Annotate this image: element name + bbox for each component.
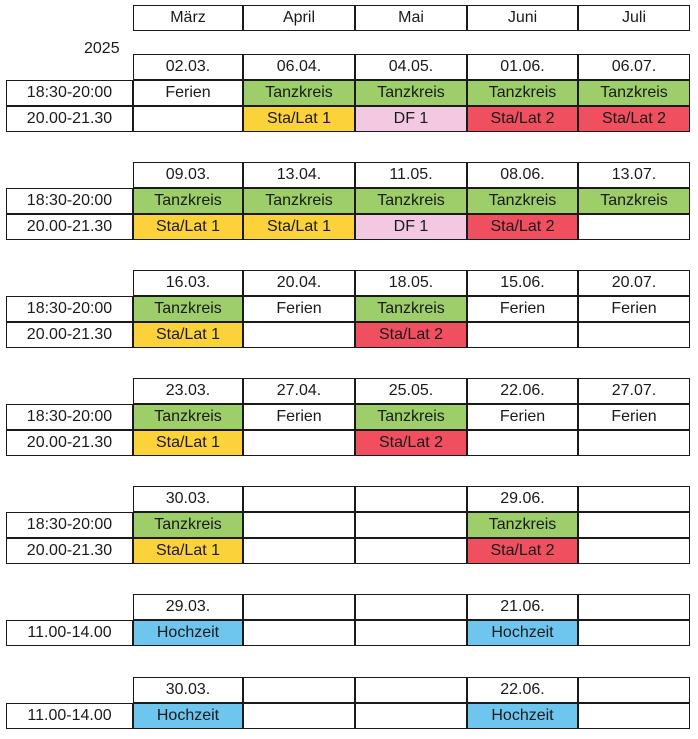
date-cell (355, 594, 467, 620)
month-header-4: Juni (467, 5, 578, 31)
activity-cell: Tanzkreis (133, 188, 243, 214)
activity-cell: Tanzkreis (467, 188, 578, 214)
month-header-3: Mai (355, 5, 467, 31)
activity-cell: Tanzkreis (578, 188, 690, 214)
date-cell: 22.06. (467, 378, 578, 404)
activity-cell: DF 1 (355, 214, 467, 240)
activity-cell: Sta/Lat 1 (133, 430, 243, 456)
activity-cell: Ferien (578, 296, 690, 322)
empty-cell (243, 538, 355, 564)
date-cell: 30.03. (133, 486, 243, 512)
date-cell (243, 486, 355, 512)
activity-cell: Hochzeit (467, 703, 578, 729)
time-slot-label: 20.00-21.30 (6, 538, 133, 564)
time-slot-label: 11.00-14.00 (6, 703, 133, 729)
activity-cell: Ferien (243, 404, 355, 430)
date-cell: 13.07. (578, 162, 690, 188)
date-cell (578, 486, 690, 512)
empty-cell (578, 620, 690, 646)
activity-cell: Hochzeit (133, 703, 243, 729)
date-cell (355, 486, 467, 512)
time-slot-label: 20.00-21.30 (6, 430, 133, 456)
empty-cell (578, 538, 690, 564)
date-cell (243, 594, 355, 620)
activity-cell: Sta/Lat 1 (243, 106, 355, 132)
empty-cell (578, 512, 690, 538)
year-label: 2025 (84, 40, 120, 57)
date-cell: 02.03. (133, 54, 243, 80)
empty-cell (467, 430, 578, 456)
activity-cell: Sta/Lat 1 (133, 214, 243, 240)
date-cell: 08.06. (467, 162, 578, 188)
date-cell: 30.03. (133, 677, 243, 703)
date-cell (243, 677, 355, 703)
activity-cell: Tanzkreis (133, 404, 243, 430)
time-slot-label: 18:30-20:00 (6, 188, 133, 214)
activity-cell: Sta/Lat 2 (578, 106, 690, 132)
date-cell: 27.04. (243, 378, 355, 404)
activity-cell: Tanzkreis (467, 512, 578, 538)
activity-cell: Sta/Lat 2 (355, 430, 467, 456)
activity-cell: Tanzkreis (355, 404, 467, 430)
activity-cell: Sta/Lat 1 (133, 538, 243, 564)
empty-cell (243, 322, 355, 348)
activity-cell: Tanzkreis (243, 188, 355, 214)
activity-cell: Sta/Lat 2 (467, 106, 578, 132)
date-cell (578, 677, 690, 703)
activity-cell: Ferien (243, 296, 355, 322)
activity-cell: Sta/Lat 1 (133, 322, 243, 348)
activity-cell: Ferien (578, 404, 690, 430)
date-cell: 20.07. (578, 270, 690, 296)
date-cell: 29.03. (133, 594, 243, 620)
activity-cell: Sta/Lat 1 (243, 214, 355, 240)
date-cell: 06.07. (578, 54, 690, 80)
empty-cell (578, 214, 690, 240)
empty-cell (355, 620, 467, 646)
time-slot-label: 18:30-20:00 (6, 512, 133, 538)
date-cell: 27.07. (578, 378, 690, 404)
date-cell: 29.06. (467, 486, 578, 512)
activity-cell: Sta/Lat 2 (467, 214, 578, 240)
date-cell: 04.05. (355, 54, 467, 80)
date-cell: 13.04. (243, 162, 355, 188)
activity-cell: Tanzkreis (243, 80, 355, 106)
activity-cell: Hochzeit (133, 620, 243, 646)
empty-cell (355, 512, 467, 538)
time-slot-label: 20.00-21.30 (6, 214, 133, 240)
empty-cell (578, 703, 690, 729)
time-slot-label: 20.00-21.30 (6, 106, 133, 132)
date-cell: 22.06. (467, 677, 578, 703)
date-cell: 16.03. (133, 270, 243, 296)
month-header-1: März (133, 5, 243, 31)
date-cell (578, 594, 690, 620)
empty-cell (243, 703, 355, 729)
empty-cell (355, 538, 467, 564)
date-cell: 20.04. (243, 270, 355, 296)
activity-cell: Ferien (467, 296, 578, 322)
activity-cell: Tanzkreis (133, 296, 243, 322)
activity-cell: Tanzkreis (355, 188, 467, 214)
activity-cell: Tanzkreis (467, 80, 578, 106)
empty-cell (243, 512, 355, 538)
empty-cell (578, 322, 690, 348)
empty-cell (243, 620, 355, 646)
activity-cell: Ferien (467, 404, 578, 430)
empty-cell (467, 322, 578, 348)
date-cell: 06.04. (243, 54, 355, 80)
activity-cell: Tanzkreis (578, 80, 690, 106)
empty-cell (243, 430, 355, 456)
date-cell: 09.03. (133, 162, 243, 188)
empty-cell (355, 703, 467, 729)
empty-cell (578, 430, 690, 456)
activity-cell: Tanzkreis (355, 296, 467, 322)
month-header-2: April (243, 5, 355, 31)
date-cell: 11.05. (355, 162, 467, 188)
date-cell: 15.06. (467, 270, 578, 296)
time-slot-label: 18:30-20:00 (6, 404, 133, 430)
date-cell: 23.03. (133, 378, 243, 404)
time-slot-label: 18:30-20:00 (6, 296, 133, 322)
date-cell: 01.06. (467, 54, 578, 80)
date-cell: 21.06. (467, 594, 578, 620)
activity-cell: Hochzeit (467, 620, 578, 646)
activity-cell: Tanzkreis (133, 512, 243, 538)
activity-cell: Sta/Lat 2 (467, 538, 578, 564)
month-header-5: Juli (578, 5, 690, 31)
time-slot-label: 11.00-14.00 (6, 620, 133, 646)
date-cell: 25.05. (355, 378, 467, 404)
activity-cell: Ferien (133, 80, 243, 106)
activity-cell: Tanzkreis (355, 80, 467, 106)
time-slot-label: 18:30-20:00 (6, 80, 133, 106)
empty-cell (133, 106, 243, 132)
date-cell: 18.05. (355, 270, 467, 296)
activity-cell: Sta/Lat 2 (355, 322, 467, 348)
date-cell (355, 677, 467, 703)
activity-cell: DF 1 (355, 106, 467, 132)
time-slot-label: 20.00-21.30 (6, 322, 133, 348)
